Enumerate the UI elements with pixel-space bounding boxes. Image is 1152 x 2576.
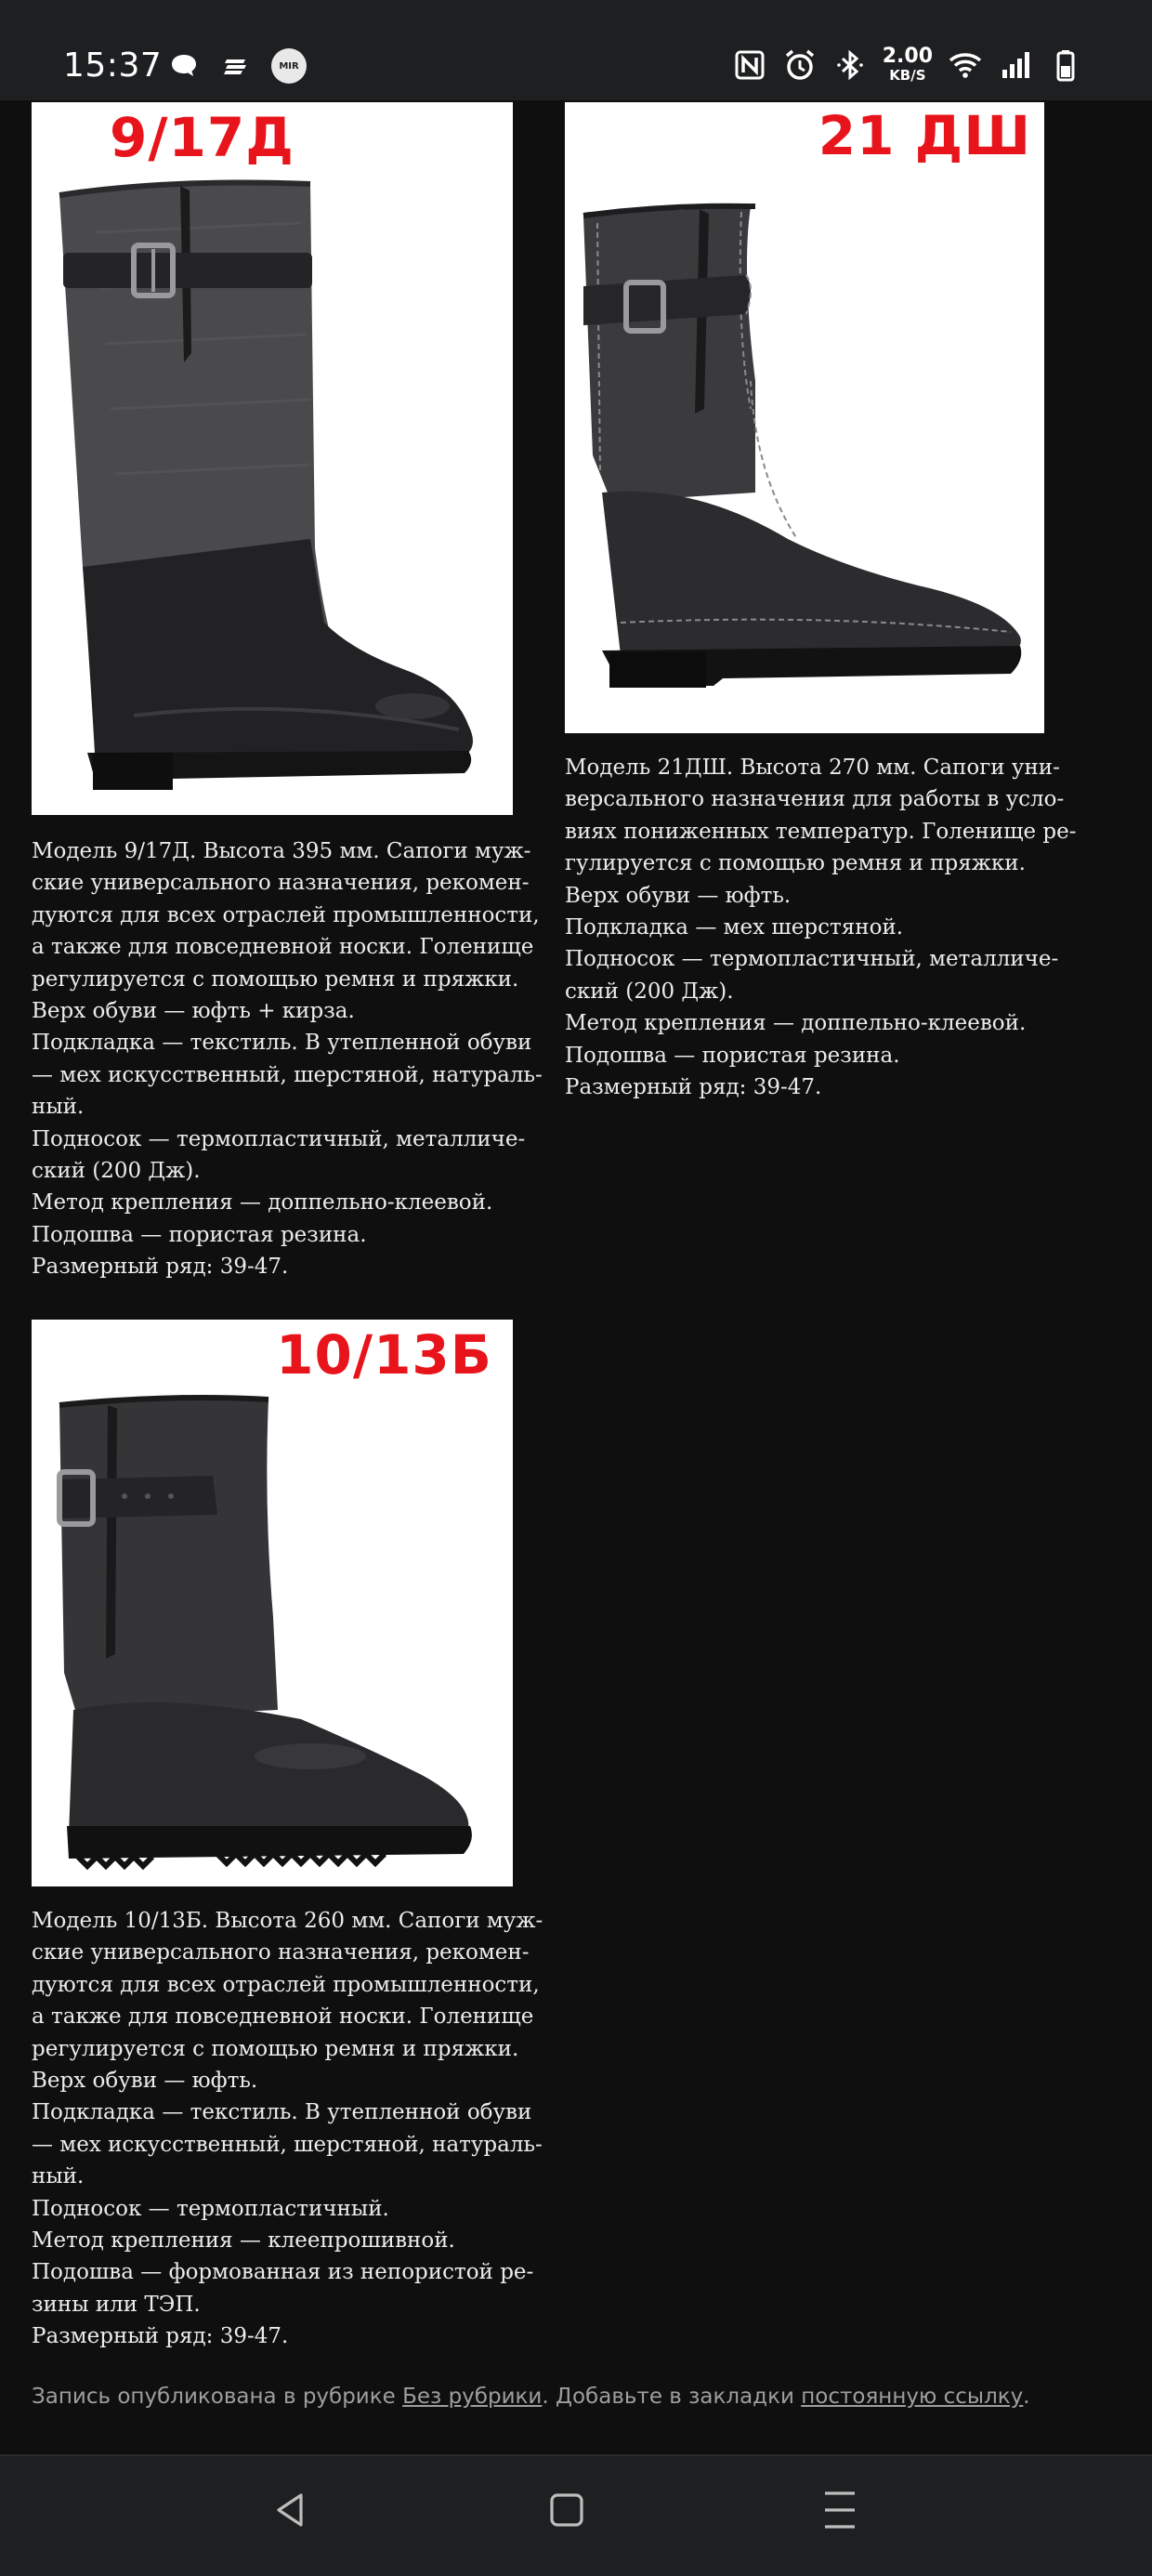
description-line: виях пониженных температур. Голенище ре- [565,819,1077,844]
home-button[interactable] [539,2482,595,2538]
description-line: дуются для всех отраслей промышленности, [32,1972,540,1997]
navigation-bar [0,2456,1152,2576]
description-line: Подкладка — мех шерстяной. [565,915,904,940]
alarm-icon [782,47,818,83]
product-image-10-13b [32,1320,513,1886]
footer-suffix: . [1023,2385,1030,2409]
category-link[interactable]: Без рубрики [402,2385,543,2409]
description-line: Подкладка — текстиль. В утепленной обуви [32,2100,532,2125]
back-button[interactable] [264,2482,320,2538]
description-line: Подошва — формованная из непористой ре- [32,2260,534,2285]
description-line: Подкладка — текстиль. В утепленной обуви [32,1031,532,1056]
description-line: Модель 21ДШ. Высота 270 мм. Сапоги уни- [565,756,1060,780]
network-speed-unit: KB/S [889,67,926,84]
description-line: Размерный ряд: 39-47. [32,2324,289,2349]
back-icon [264,2482,320,2538]
product-description-10-13b [32,1905,552,2353]
model-label: 21 ДШ [818,104,1031,167]
description-line: Подошва — пористая резина. [565,1043,900,1068]
tall-boot-illustration [32,102,513,815]
status-bar [0,0,1152,100]
description-line: Подносок — термопластичный, металличе- [565,947,1059,972]
description-line: Размерный ряд: 39-47. [565,1075,822,1100]
description-line: Модель 10/13Б. Высота 260 мм. Сапоги муж- [32,1909,543,1933]
description-line: Метод крепления — клеепрошивной. [32,2228,455,2254]
description-line: Подносок — термопластичный. [32,2196,389,2221]
description-line: а также для повседневной носки. Голенище [32,935,534,960]
network-speed [883,46,933,83]
description-line: ный. [32,2164,85,2189]
description-line: — мех искусственный, шерстяной, натураль- [32,2132,543,2157]
description-line: регулируется с помощью ремня и пряжки. [32,2036,519,2061]
description-line: гулируется с помощью ремня и пряжки. [565,851,1026,876]
home-icon [539,2482,595,2538]
description-line: Метод крепления — доппельно-клеевой. [32,1190,493,1216]
notes-icon [219,49,253,83]
model-label: 10/13Б [276,1323,492,1387]
post-footer-meta [32,2385,1030,2409]
product-description-9-17d [32,835,552,1283]
status-right-icons [732,46,1083,83]
description-line: Метод крепления — доппельно-клеевой. [565,1011,1027,1036]
mid-boot-illustration [565,102,1044,733]
description-line: ский (200 Дж). [565,979,734,1004]
bluetooth-icon [832,47,868,83]
product-image-21dsh [565,102,1044,733]
description-line: Верх обуви — юфть. [565,883,792,908]
description-line: Подносок — термопластичный, металличе- [32,1126,526,1151]
description-line: ский (200 Дж). [32,1159,201,1184]
product-description-21dsh [565,752,1122,1103]
description-line: Верх обуви — юфть + кирза. [32,999,355,1024]
chat-bubble-icon [167,49,201,83]
recents-icon [812,2482,868,2538]
description-line: версального назначения для работы в усло- [565,787,1065,812]
description-line: Верх обуви — юфть. [32,2069,258,2094]
description-line: Размерный ряд: 39-47. [32,1255,289,1280]
description-line: ный. [32,1095,85,1120]
model-label: 9/17Д [110,106,295,169]
product-image-9-17d [32,102,513,815]
cellular-signal-icon [998,47,1033,83]
description-line: дуются для всех отраслей промышленности, [32,902,540,927]
description-line: — мех искусственный, шерстяной, натураль- [32,1062,543,1087]
recents-button[interactable] [812,2482,868,2538]
permalink-link[interactable]: постоянную ссылку [801,2385,1024,2409]
nfc-icon [732,47,767,83]
mid-boot-illustration [32,1320,513,1886]
status-left-icons [167,48,307,84]
footer-middle: . Добавьте в закладки [542,2385,802,2409]
description-line: Модель 9/17Д. Высота 395 мм. Сапоги муж- [32,839,531,863]
description-line: а также для повседневной носки. Голенище [32,2004,534,2030]
mir-pay-icon: MIR [271,48,307,84]
footer-prefix: Запись опубликована в рубрике [32,2385,403,2409]
battery-icon [1048,47,1083,83]
description-line: регулируется с помощью ремня и пряжки. [32,966,519,992]
description-line: Подошва — пористая резина. [32,1222,367,1247]
description-line: ские универсального назначения, рекомен- [32,1940,530,1965]
description-line: зины или ТЭП. [32,2292,201,2317]
status-time: 15:37 [63,46,163,85]
wifi-icon [948,47,983,83]
description-line: ские универсального назначения, рекомен- [32,871,530,896]
network-speed-value: 2.00 [882,45,933,68]
